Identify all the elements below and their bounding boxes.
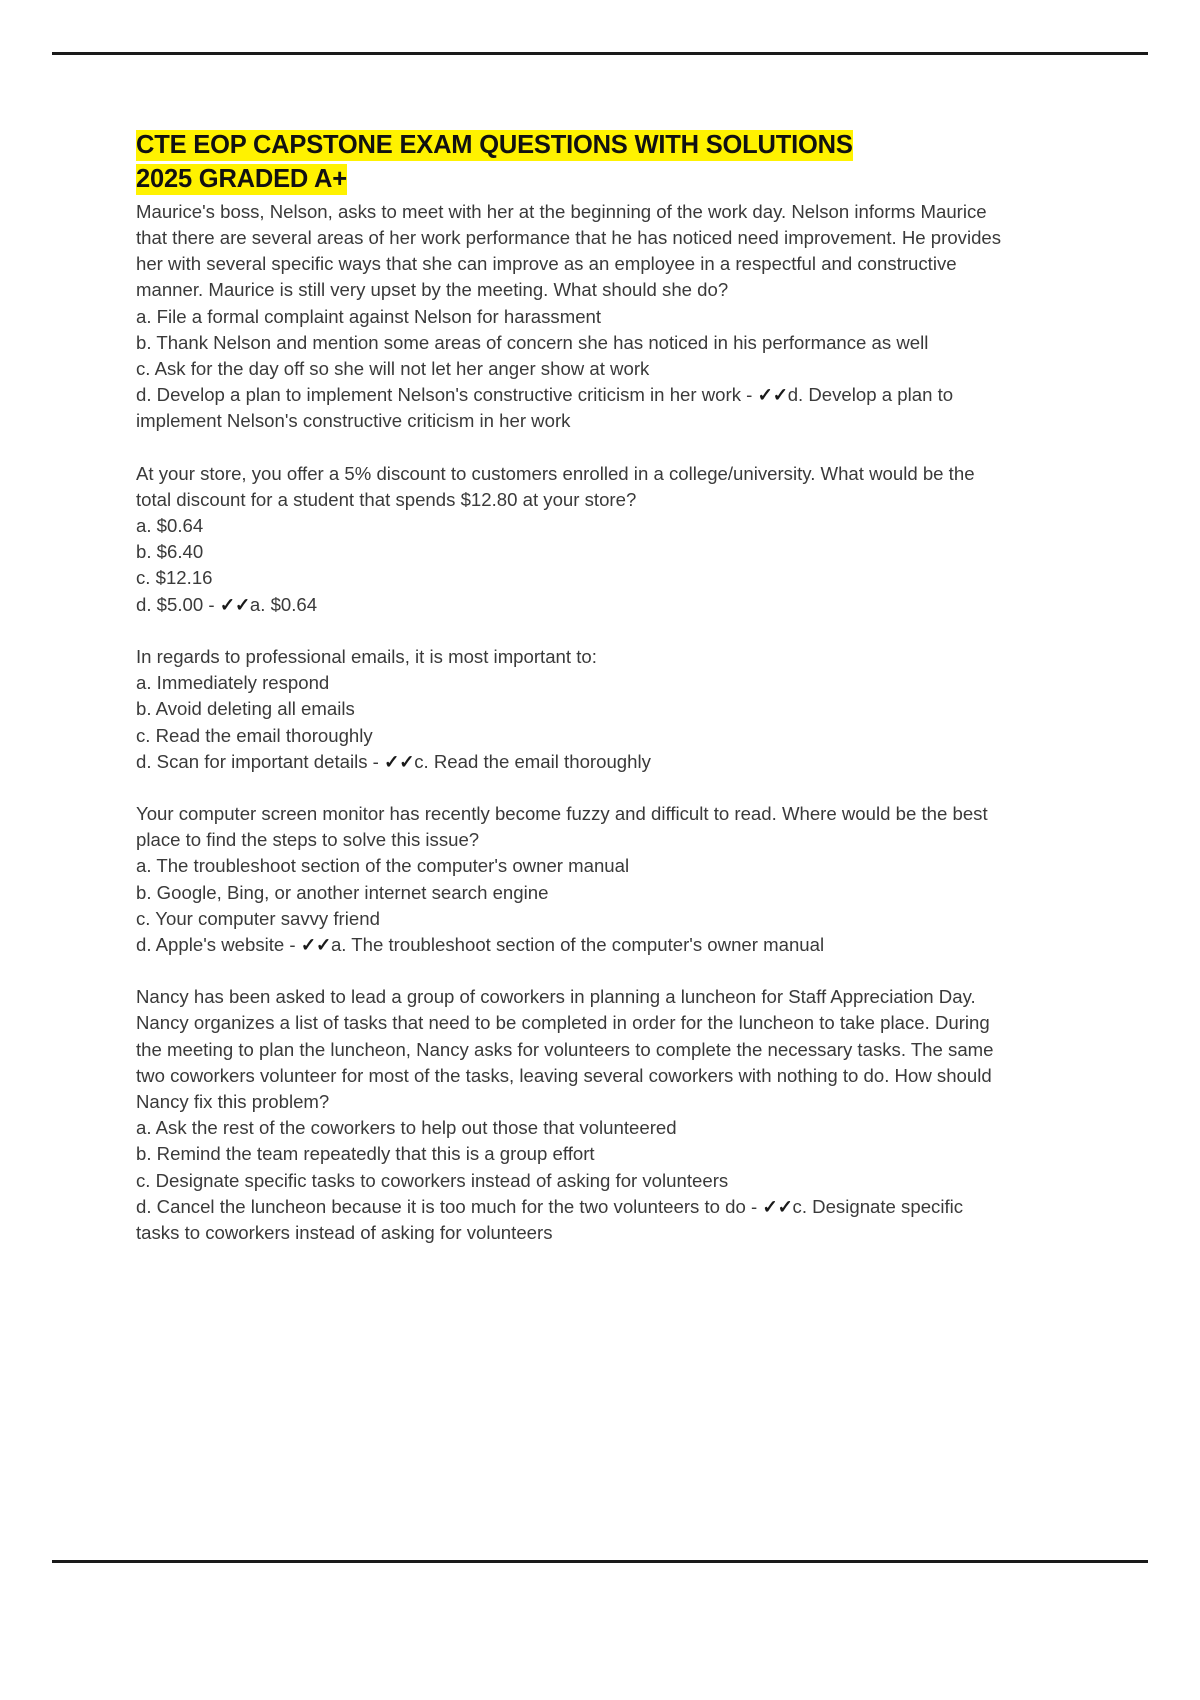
answer-option: a. Immediately respond: [136, 672, 330, 694]
answer-option: c. Designate specific tasks to coworkers instead of asking for volunteers: [136, 1169, 729, 1191]
question-stem: Nancy has been asked to lead a group of coworkers in planning a luncheon for Staff Appreciation Day. Nancy organizes a list of tasks that need to be completed in order for the luncheon to take place. During the meeting to plan the luncheon, Nancy asks for volunteers to complete the necessary tasks. The same two coworkers volunteer for most of the tasks, leaving several coworkers with nothing to do. How should Nancy fix this problem?: [136, 986, 994, 1112]
answer-option: c. Your computer savvy friend: [136, 907, 380, 929]
answer-option-text: d. Develop a plan to implement Nelson's constructive criticism in her work -: [136, 384, 758, 406]
question-block: [136, 461, 1006, 618]
page-title-line-2: 2025 GRADED A+: [136, 165, 347, 194]
question-list: [136, 199, 1006, 1246]
answer-option: a. Ask the rest of the coworkers to help out those that volunteered: [136, 1117, 677, 1139]
answer-option-with-key: [136, 749, 1006, 775]
double-check-icon: ✓✓: [219, 593, 250, 615]
question-block: [136, 801, 1006, 958]
answer-option-with-key: [136, 382, 1006, 434]
double-check-icon: ✓✓: [384, 750, 415, 772]
answer-option-text: d. Cancel the luncheon because it is too much for the two volunteers to do -: [136, 1195, 763, 1217]
answer-option: a. File a formal complaint against Nelson for harassment: [136, 305, 602, 327]
answer-option: c. Read the email thoroughly: [136, 724, 373, 746]
answer-option: a. $0.64: [136, 515, 204, 537]
question-stem: Maurice's boss, Nelson, asks to meet with her at the beginning of the work day. Nelson informs Maurice that there are several areas of her work performance that he has noticed need improvement. He provides her with several specific ways that she can improve as an employee in a respectful and constructive manner. Maurice is still very upset by the meeting. What should she do?: [136, 200, 1002, 301]
page-top-rule: [52, 52, 1148, 55]
answer-option: a. The troubleshoot section of the computer's owner manual: [136, 855, 630, 877]
page-title: [136, 128, 1006, 197]
question-block: [136, 984, 1006, 1246]
answer-option-text: d. Apple's website -: [136, 933, 301, 955]
answer-option: b. Avoid deleting all emails: [136, 698, 355, 720]
answer-option: b. Thank Nelson and mention some areas of concern she has noticed in his performance as well: [136, 331, 929, 353]
correct-answer-text: c. Designate specific tasks to coworkers instead of asking for volunteers: [136, 1195, 964, 1243]
answer-option: b. $6.40: [136, 541, 204, 563]
answer-option-text: d. Scan for important details -: [136, 750, 385, 772]
correct-answer-text: a. The troubleshoot section of the computer's owner manual: [330, 933, 825, 955]
answer-option: b. Remind the team repeatedly that this is a group effort: [136, 1143, 595, 1165]
answer-option-text: d. $5.00 -: [136, 593, 220, 615]
page-bottom-rule: [52, 1560, 1148, 1563]
question-block: [136, 644, 1006, 775]
page-title-line-1: CTE EOP CAPSTONE EXAM QUESTIONS WITH SOLUTIONS: [136, 131, 853, 159]
correct-answer-text: d. Develop a plan to implement Nelson's constructive criticism in her work: [136, 384, 954, 432]
answer-option: b. Google, Bing, or another internet search engine: [136, 881, 549, 903]
double-check-icon: ✓✓: [762, 1195, 793, 1217]
answer-option-with-key: [136, 592, 1006, 618]
answer-option-with-key: [136, 1194, 1006, 1246]
correct-answer-text: a. $0.64: [249, 593, 318, 615]
question-stem: At your store, you offer a 5% discount to customers enrolled in a college/university. What would be the total discount for a student that spends $12.80 at your store?: [136, 462, 975, 510]
answer-option-with-key: [136, 932, 1006, 958]
question-stem: In regards to professional emails, it is most important to:: [136, 645, 597, 667]
answer-option: c. Ask for the day off so she will not let her anger show at work: [136, 358, 650, 380]
answer-option: c. $12.16: [136, 567, 213, 589]
double-check-icon: ✓✓: [300, 933, 331, 955]
double-check-icon: ✓✓: [757, 384, 788, 406]
document-content: [136, 128, 1006, 1246]
correct-answer-text: c. Read the email thoroughly: [414, 750, 651, 772]
question-stem: Your computer screen monitor has recently become fuzzy and difficult to read. Where would be the best place to find the steps to solve this issue?: [136, 802, 988, 851]
question-block: [136, 199, 1006, 435]
